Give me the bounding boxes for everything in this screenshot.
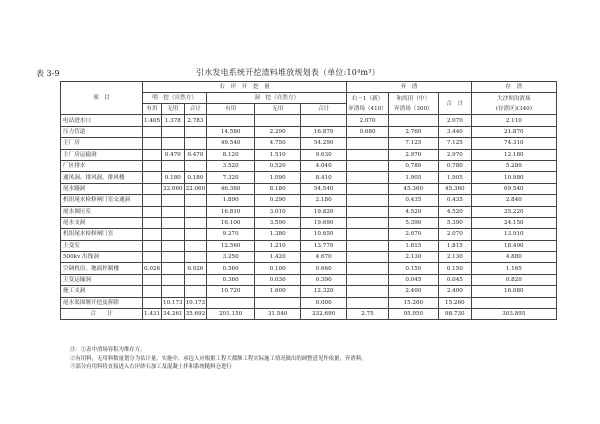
row-cell: 1.420: [255, 252, 301, 263]
row-cell: 1.890: [207, 195, 255, 206]
row-cell: [143, 183, 162, 194]
row-cell: 98.730: [438, 309, 471, 320]
row-cell: 7.125: [388, 138, 438, 149]
row-cell: [207, 115, 255, 126]
row-name: 主厂房运输洞: [61, 149, 143, 160]
row-cell: 0.780: [438, 160, 471, 171]
table-notes: [70, 346, 367, 372]
note-1: 注：①表中渣场容积为堆存方。: [70, 347, 146, 353]
row-name: 空调机房、地面控制楼: [61, 263, 143, 274]
row-cell: 0.150: [438, 263, 471, 274]
row-cell: 15.260: [438, 297, 471, 308]
row-cell: 9.630: [301, 149, 347, 160]
row-name: 尾水隧洞: [61, 183, 143, 194]
row-cell: [184, 252, 207, 263]
row-name: 电站进水口: [61, 115, 143, 126]
row-cell: [347, 240, 389, 251]
table-row: [61, 297, 557, 308]
table-body: [61, 115, 557, 320]
row-cell: [143, 172, 162, 183]
row-cell: [162, 286, 185, 297]
row-name: 主厂房: [61, 138, 143, 149]
header-open-total: 合计: [184, 104, 207, 115]
row-cell: 0.660: [301, 263, 347, 274]
row-cell: 49.540: [207, 138, 255, 149]
header-right-bank: 右 岸 开 挖 量: [143, 82, 347, 93]
row-cell: 10.650: [301, 229, 347, 240]
row-cell: 3.010: [255, 206, 301, 217]
row-cell: [143, 217, 162, 228]
row-cell: 1.405: [143, 115, 162, 126]
row-cell: [143, 126, 162, 137]
row-cell: 95.950: [388, 309, 438, 320]
row-cell: 8.180: [255, 183, 301, 194]
row-cell: 13.770: [301, 240, 347, 251]
row-cell: [347, 160, 389, 171]
row-cell: [162, 274, 185, 285]
row-cell: [162, 206, 185, 217]
row-cell: 1.510: [255, 149, 301, 160]
row-cell: 22.060: [184, 183, 207, 194]
header-spoil-heling: 和尚田（中） 弃渣场（300）: [388, 93, 438, 115]
header-disposal: 弃 渣: [347, 82, 472, 93]
table-row: [61, 126, 557, 137]
row-cell: 0.150: [388, 263, 438, 274]
row-cell: 2.070: [347, 115, 389, 126]
row-cell: [347, 217, 389, 228]
row-cell: 2.783: [184, 115, 207, 126]
header-open-excavation: 明 挖（自然方）: [143, 93, 207, 104]
row-name: 施工支洞: [61, 286, 143, 297]
row-cell: [162, 252, 185, 263]
row-cell: [255, 115, 301, 126]
row-cell: 1.815: [388, 240, 438, 251]
row-cell: 1.090: [255, 172, 301, 183]
header-cavern-useless: 无用: [255, 104, 301, 115]
row-name: 厂区排水: [61, 160, 143, 171]
row-cell: [184, 286, 207, 297]
row-cell: 19.690: [301, 217, 347, 228]
row-cell: 2.970: [438, 149, 471, 160]
row-name: 尾水调压室: [61, 206, 143, 217]
row-cell: 5.390: [388, 217, 438, 228]
row-cell: 0.045: [388, 274, 438, 285]
row-cell: [143, 297, 162, 308]
row-cell: 7.320: [207, 172, 255, 183]
row-cell: 9.270: [207, 229, 255, 240]
table-row: [61, 240, 557, 251]
row-cell: 69.540: [471, 183, 556, 194]
row-cell: [184, 126, 207, 137]
row-cell: 2.070: [438, 115, 471, 126]
row-cell: [347, 229, 389, 240]
row-cell: 1.431: [143, 309, 162, 320]
row-cell: [143, 160, 162, 171]
row-cell: 0.520: [255, 160, 301, 171]
row-cell: 7.125: [438, 138, 471, 149]
header-open-useless: 无用: [162, 104, 185, 115]
row-cell: [143, 195, 162, 206]
row-cell: [184, 274, 207, 285]
row-cell: 19.820: [301, 206, 347, 217]
table-row: [61, 138, 557, 149]
row-cell: 16.100: [207, 217, 255, 228]
row-cell: 4.040: [301, 160, 347, 171]
row-cell: 0.560: [207, 263, 255, 274]
row-cell: 10.173: [184, 297, 207, 308]
table-row: [61, 195, 557, 206]
row-cell: [347, 172, 389, 183]
row-cell: 1.378: [162, 115, 185, 126]
row-cell: 3.590: [255, 217, 301, 228]
spoil-planning-table: [60, 81, 557, 320]
row-cell: 2.180: [301, 195, 347, 206]
row-cell: [347, 297, 389, 308]
row-cell: [184, 240, 207, 251]
row-cell: [347, 149, 389, 160]
row-cell: 1.165: [471, 263, 556, 274]
row-cell: 2.75: [347, 309, 389, 320]
row-cell: [347, 183, 389, 194]
table-label: 表 3-9: [36, 69, 60, 78]
row-cell: 1.380: [255, 229, 301, 240]
row-cell: 25.220: [471, 206, 556, 217]
row-cell: [347, 195, 389, 206]
row-cell: 2.970: [388, 149, 438, 160]
row-cell: [143, 229, 162, 240]
row-cell: [347, 286, 389, 297]
row-cell: 34.261: [162, 309, 185, 320]
row-cell: [184, 138, 207, 149]
row-cell: 74.310: [471, 138, 556, 149]
row-cell: [162, 229, 185, 240]
row-cell: 10.720: [207, 286, 255, 297]
row-cell: 1.600: [255, 286, 301, 297]
row-cell: 2.400: [388, 286, 438, 297]
row-cell: [301, 115, 347, 126]
row-cell: 2.130: [438, 252, 471, 263]
table-row: [61, 274, 557, 285]
row-cell: 45.360: [438, 183, 471, 194]
row-cell: [143, 206, 162, 217]
table-row: [61, 229, 557, 240]
row-cell: [143, 274, 162, 285]
row-cell: 2.400: [438, 286, 471, 297]
row-cell: [162, 160, 185, 171]
row-cell: [347, 206, 389, 217]
row-name: 主变运输洞: [61, 274, 143, 285]
row-cell: 0.820: [471, 274, 556, 285]
row-cell: 4.520: [388, 206, 438, 217]
row-cell: 0.026: [143, 263, 162, 274]
row-cell: [143, 149, 162, 160]
row-cell: 46.360: [207, 183, 255, 194]
row-name: 合 计: [61, 309, 143, 320]
row-cell: 3.440: [438, 126, 471, 137]
row-cell: 0.470: [162, 149, 185, 160]
row-cell: 16.810: [207, 206, 255, 217]
row-cell: 2.760: [388, 126, 438, 137]
row-cell: 13.910: [471, 229, 556, 240]
header-cavern-useful: 有用: [207, 104, 255, 115]
row-name: 尾水渠围堰开挖及拆除: [61, 297, 143, 308]
row-cell: 24.150: [471, 217, 556, 228]
row-cell: [471, 297, 556, 308]
row-name: 尾水支洞: [61, 217, 143, 228]
row-cell: [347, 263, 389, 274]
row-cell: 2.840: [471, 195, 556, 206]
row-cell: 35.692: [184, 309, 207, 320]
row-cell: 4.880: [471, 252, 556, 263]
row-cell: 0.780: [388, 160, 438, 171]
row-cell: [162, 138, 185, 149]
row-cell: 1.815: [438, 240, 471, 251]
row-cell: 0.360: [207, 274, 255, 285]
row-cell: 2.070: [388, 229, 438, 240]
row-cell: [184, 206, 207, 217]
table-title: 引水发电系统开挖渣料堆放规划表（单位:10⁴m³）: [196, 68, 380, 77]
header-cavern: 洞 挖（自然方）: [207, 93, 347, 104]
row-cell: 45.360: [388, 183, 438, 194]
row-cell: [184, 217, 207, 228]
header-cavern-total: 合计: [301, 104, 347, 115]
table-row: [61, 183, 557, 194]
row-cell: 12.320: [301, 286, 347, 297]
table-row: [61, 286, 557, 297]
row-cell: 31.540: [255, 309, 301, 320]
header-open-useful: 有用: [143, 104, 162, 115]
row-cell: 12.180: [471, 149, 556, 160]
row-cell: 14.580: [207, 126, 255, 137]
row-cell: 1.905: [438, 172, 471, 183]
row-cell: 10.980: [471, 172, 556, 183]
table-row: [61, 149, 557, 160]
header-storage: 存 渣: [471, 82, 556, 93]
row-cell: 0.100: [255, 263, 301, 274]
header-spoil-right1: 右－1（新） 弃渣场（410）: [347, 93, 389, 115]
row-cell: 4.670: [301, 252, 347, 263]
row-cell: 21.870: [471, 126, 556, 137]
row-cell: [255, 297, 301, 308]
row-cell: [162, 195, 185, 206]
row-cell: 12.560: [207, 240, 255, 251]
row-cell: 8.410: [301, 172, 347, 183]
total-row: [61, 309, 557, 320]
row-cell: 8.120: [207, 149, 255, 160]
row-name: 通风洞、排风洞、排风楼: [61, 172, 143, 183]
row-cell: [207, 297, 255, 308]
row-cell: [143, 252, 162, 263]
row-cell: 2.070: [438, 229, 471, 240]
row-name: 主变室: [61, 240, 143, 251]
row-cell: 2.110: [471, 115, 556, 126]
row-cell: 22.060: [162, 183, 185, 194]
row-cell: 54.540: [301, 183, 347, 194]
row-cell: [184, 195, 207, 206]
row-cell: 0.030: [255, 274, 301, 285]
row-cell: 0.180: [184, 172, 207, 183]
row-cell: 303.895: [471, 309, 556, 320]
row-cell: [347, 138, 389, 149]
table-row: [61, 217, 557, 228]
table-row: [61, 263, 557, 274]
table-row: [61, 160, 557, 171]
row-cell: 1.905: [388, 172, 438, 183]
row-cell: [162, 126, 185, 137]
table-row: [61, 206, 557, 217]
row-cell: 5.280: [471, 160, 556, 171]
row-name: 压力管道: [61, 126, 143, 137]
header-disposal-total: 合 计: [438, 93, 471, 115]
table-row: [61, 172, 557, 183]
row-cell: 232.690: [301, 309, 347, 320]
row-cell: [143, 138, 162, 149]
row-cell: 0.026: [184, 263, 207, 274]
row-cell: 0.435: [438, 195, 471, 206]
row-cell: [347, 274, 389, 285]
row-cell: 3.250: [207, 252, 255, 263]
row-cell: [347, 252, 389, 263]
row-cell: 0.045: [438, 274, 471, 285]
row-cell: [162, 217, 185, 228]
row-cell: 4.520: [438, 206, 471, 217]
row-name: 机组尾水检修闸门室交通洞: [61, 195, 143, 206]
row-cell: 0.680: [347, 126, 389, 137]
row-cell: [162, 263, 185, 274]
row-name: 500kv 出线洞: [61, 252, 143, 263]
row-cell: [184, 160, 207, 171]
note-2: ②有用料，无用料数量划分为估计量，实施中，承包人应根据工程大都额工程实际施工情况做出的调整意见作依据，弃渣料。: [70, 355, 367, 362]
row-cell: 4.750: [255, 138, 301, 149]
table-row: [61, 252, 557, 263]
row-cell: 1.210: [255, 240, 301, 251]
row-cell: 0.470: [184, 149, 207, 160]
note-3: ③部分有用料将直接进入右岸砂石加工及混凝土拌和系统糙料仓进行: [70, 364, 232, 371]
row-name: 机组尾水检修闸门室: [61, 229, 143, 240]
row-cell: 16.870: [301, 126, 347, 137]
row-cell: 0.290: [255, 195, 301, 206]
row-cell: 18.490: [471, 240, 556, 251]
row-cell: 3.520: [207, 160, 255, 171]
row-cell: 2.290: [255, 126, 301, 137]
row-cell: [143, 240, 162, 251]
row-cell: 0.000: [301, 297, 347, 308]
row-cell: 15.260: [388, 297, 438, 308]
row-cell: [162, 240, 185, 251]
row-cell: 0.390: [301, 274, 347, 285]
row-cell: 5.390: [438, 217, 471, 228]
row-cell: 2.130: [388, 252, 438, 263]
header-item: 项 目: [61, 82, 143, 115]
row-cell: 0.435: [388, 195, 438, 206]
row-cell: [184, 229, 207, 240]
row-cell: 0.180: [162, 172, 185, 183]
header-storage-site: 大沙坝沟渣场 (存渣区)(340): [471, 93, 556, 115]
row-cell: [388, 115, 438, 126]
table-row: [61, 115, 557, 126]
row-cell: [143, 286, 162, 297]
row-cell: 54.290: [301, 138, 347, 149]
row-cell: 10.173: [162, 297, 185, 308]
row-cell: 201.150: [207, 309, 255, 320]
row-cell: 16.080: [471, 286, 556, 297]
